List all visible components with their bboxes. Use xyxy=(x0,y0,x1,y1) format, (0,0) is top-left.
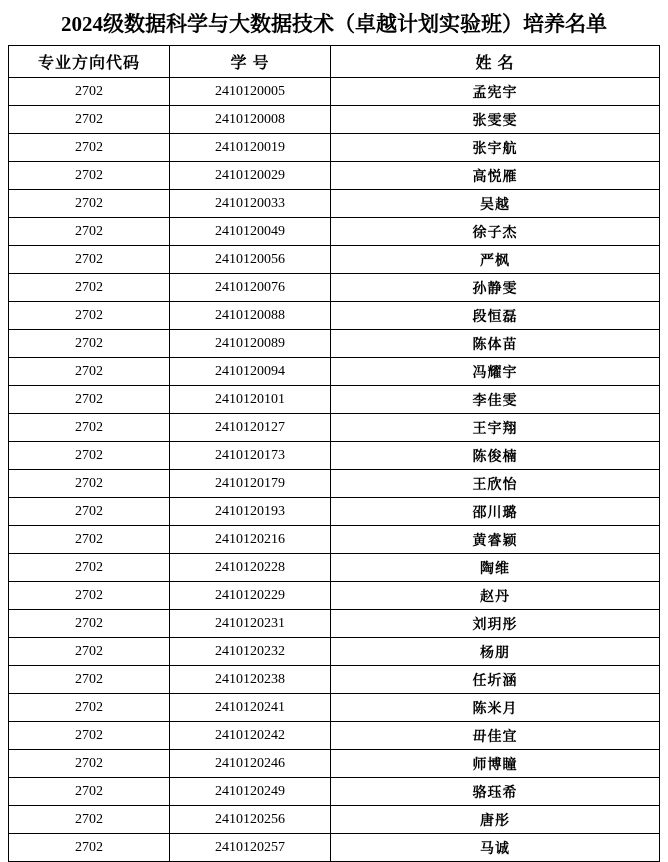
table-row xyxy=(9,582,660,610)
table-row xyxy=(9,526,660,554)
cell-student-id: 2410120246 xyxy=(170,750,331,778)
cell-major-code: 2702 xyxy=(9,554,170,582)
cell-student-name: 张宇航 xyxy=(331,134,660,162)
table-row xyxy=(9,106,660,134)
cell-student-id: 2410120049 xyxy=(170,218,331,246)
table-row xyxy=(9,750,660,778)
cell-student-name: 王欣怡 xyxy=(331,470,660,498)
cell-student-id: 2410120249 xyxy=(170,778,331,806)
column-header-major-code: 专业方向代码 xyxy=(9,46,170,78)
table-row xyxy=(9,610,660,638)
cell-student-id: 2410120029 xyxy=(170,162,331,190)
cell-student-id: 2410120033 xyxy=(170,190,331,218)
cell-student-id: 2410120088 xyxy=(170,302,331,330)
table-row xyxy=(9,246,660,274)
cell-major-code: 2702 xyxy=(9,694,170,722)
cell-major-code: 2702 xyxy=(9,750,170,778)
cell-student-id: 2410120094 xyxy=(170,358,331,386)
cell-major-code: 2702 xyxy=(9,526,170,554)
cell-student-name: 冯耀宇 xyxy=(331,358,660,386)
cell-major-code: 2702 xyxy=(9,358,170,386)
cell-student-name: 高悦雁 xyxy=(331,162,660,190)
cell-student-name: 骆珏希 xyxy=(331,778,660,806)
cell-student-id: 2410120241 xyxy=(170,694,331,722)
cell-student-id: 2410120179 xyxy=(170,470,331,498)
table-header xyxy=(9,46,660,78)
cell-major-code: 2702 xyxy=(9,274,170,302)
cell-student-id: 2410120193 xyxy=(170,498,331,526)
table-row xyxy=(9,694,660,722)
table-body xyxy=(9,78,660,862)
cell-student-name: 毌佳宜 xyxy=(331,722,660,750)
cell-major-code: 2702 xyxy=(9,386,170,414)
cell-student-id: 2410120005 xyxy=(170,78,331,106)
table-row xyxy=(9,274,660,302)
cell-major-code: 2702 xyxy=(9,722,170,750)
cell-major-code: 2702 xyxy=(9,834,170,862)
cell-student-name: 刘玥彤 xyxy=(331,610,660,638)
cell-major-code: 2702 xyxy=(9,666,170,694)
cell-student-id: 2410120056 xyxy=(170,246,331,274)
cell-student-name: 张雯雯 xyxy=(331,106,660,134)
cell-major-code: 2702 xyxy=(9,302,170,330)
cell-student-name: 陈米月 xyxy=(331,694,660,722)
cell-major-code: 2702 xyxy=(9,414,170,442)
page-title: 2024级数据科学与大数据技术（卓越计划实验班）培养名单 xyxy=(61,12,607,36)
table-row xyxy=(9,218,660,246)
table-row xyxy=(9,330,660,358)
table-row xyxy=(9,638,660,666)
cell-student-name: 王宇翔 xyxy=(331,414,660,442)
cell-major-code: 2702 xyxy=(9,582,170,610)
cell-student-name: 赵丹 xyxy=(331,582,660,610)
cell-major-code: 2702 xyxy=(9,134,170,162)
cell-major-code: 2702 xyxy=(9,778,170,806)
cell-student-name: 任圻涵 xyxy=(331,666,660,694)
table-row xyxy=(9,666,660,694)
cell-student-id: 2410120019 xyxy=(170,134,331,162)
table-row xyxy=(9,834,660,862)
cell-student-name: 段恒磊 xyxy=(331,302,660,330)
cell-student-name: 严枫 xyxy=(331,246,660,274)
cell-student-id: 2410120238 xyxy=(170,666,331,694)
table-row xyxy=(9,470,660,498)
table-row xyxy=(9,554,660,582)
cell-student-id: 2410120257 xyxy=(170,834,331,862)
cell-major-code: 2702 xyxy=(9,78,170,106)
cell-major-code: 2702 xyxy=(9,470,170,498)
cell-student-id: 2410120242 xyxy=(170,722,331,750)
cell-student-id: 2410120101 xyxy=(170,386,331,414)
cell-student-name: 马诚 xyxy=(331,834,660,862)
cell-student-id: 2410120229 xyxy=(170,582,331,610)
cell-student-name: 杨朋 xyxy=(331,638,660,666)
table-row xyxy=(9,778,660,806)
cell-major-code: 2702 xyxy=(9,330,170,358)
cell-student-id: 2410120228 xyxy=(170,554,331,582)
cell-student-name: 邵川璐 xyxy=(331,498,660,526)
cell-student-name: 师博瞳 xyxy=(331,750,660,778)
cell-student-id: 2410120127 xyxy=(170,414,331,442)
cell-major-code: 2702 xyxy=(9,638,170,666)
cell-major-code: 2702 xyxy=(9,106,170,134)
table-row xyxy=(9,78,660,106)
cell-major-code: 2702 xyxy=(9,218,170,246)
table-row xyxy=(9,806,660,834)
table-row xyxy=(9,442,660,470)
cell-student-name: 吴越 xyxy=(331,190,660,218)
cell-student-name: 陈体苗 xyxy=(331,330,660,358)
cell-student-name: 徐子杰 xyxy=(331,218,660,246)
cell-student-id: 2410120008 xyxy=(170,106,331,134)
cell-student-name: 陈俊楠 xyxy=(331,442,660,470)
table-row xyxy=(9,498,660,526)
cell-student-id: 2410120231 xyxy=(170,610,331,638)
cell-major-code: 2702 xyxy=(9,162,170,190)
cell-major-code: 2702 xyxy=(9,442,170,470)
cell-student-id: 2410120076 xyxy=(170,274,331,302)
cell-student-name: 孙静雯 xyxy=(331,274,660,302)
cell-major-code: 2702 xyxy=(9,190,170,218)
column-header-student-name: 姓 名 xyxy=(331,46,660,78)
cell-student-id: 2410120216 xyxy=(170,526,331,554)
table-row xyxy=(9,358,660,386)
cell-major-code: 2702 xyxy=(9,806,170,834)
table-row xyxy=(9,722,660,750)
table-row xyxy=(9,302,660,330)
cell-student-id: 2410120089 xyxy=(170,330,331,358)
roster-table xyxy=(8,45,660,862)
cell-student-name: 陶维 xyxy=(331,554,660,582)
cell-major-code: 2702 xyxy=(9,498,170,526)
table-header-row xyxy=(9,46,660,78)
table-row xyxy=(9,134,660,162)
table-row xyxy=(9,162,660,190)
cell-student-id: 2410120256 xyxy=(170,806,331,834)
cell-student-name: 孟宪宇 xyxy=(331,78,660,106)
cell-student-id: 2410120173 xyxy=(170,442,331,470)
cell-major-code: 2702 xyxy=(9,246,170,274)
cell-student-id: 2410120232 xyxy=(170,638,331,666)
table-row xyxy=(9,414,660,442)
cell-major-code: 2702 xyxy=(9,610,170,638)
cell-student-name: 黄睿颖 xyxy=(331,526,660,554)
column-header-student-id: 学 号 xyxy=(170,46,331,78)
cell-student-name: 唐彤 xyxy=(331,806,660,834)
table-row xyxy=(9,386,660,414)
cell-student-name: 李佳雯 xyxy=(331,386,660,414)
table-row xyxy=(9,190,660,218)
